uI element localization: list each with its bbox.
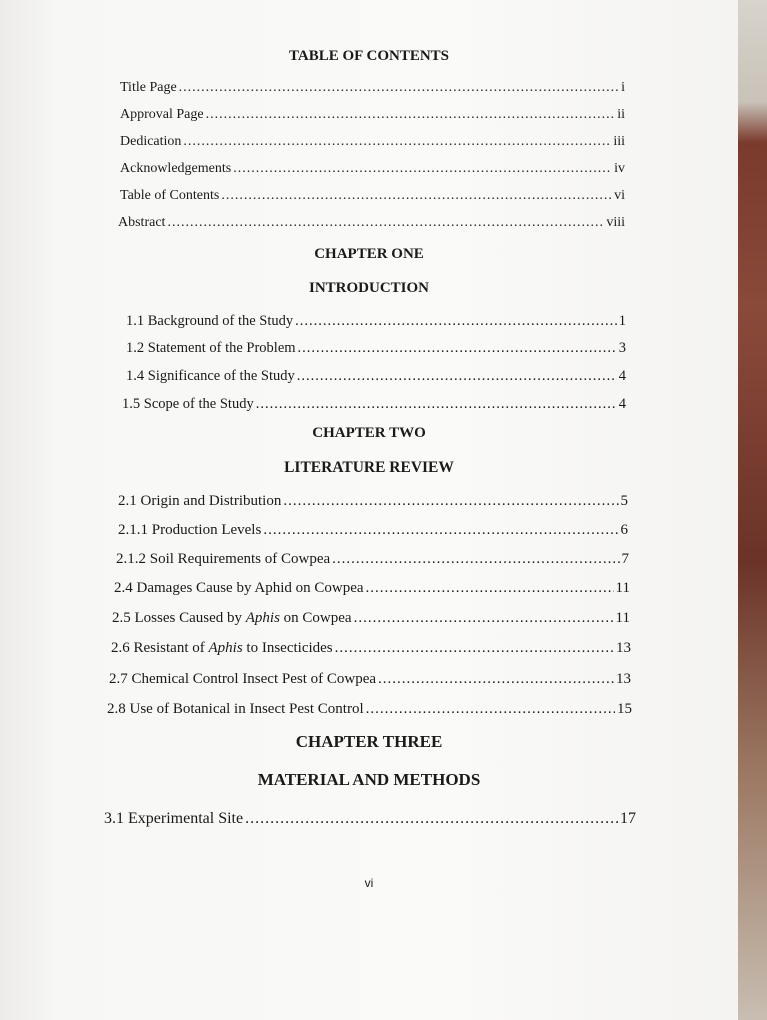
toc-entry-label: 1.1 Background of the Study [126, 313, 294, 329]
toc-entry [112, 610, 630, 627]
dot-leader [221, 188, 612, 204]
dot-leader [366, 701, 615, 718]
dot-leader [366, 580, 614, 597]
dot-leader [206, 107, 616, 123]
toc-entry-page: iv [614, 161, 625, 176]
toc-entry-page: 11 [615, 580, 630, 596]
toc-entry-label: 2.8 Use of Botanical in Insect Pest Control [107, 701, 364, 717]
species-name: Aphis [245, 610, 280, 626]
toc-entry-label: 2.7 Chemical Control Insect Pest of Cowpea [109, 671, 377, 687]
toc-entry [126, 313, 626, 330]
toc-entry-label: 2.5 Losses Caused by Aphis on Cowpea [112, 610, 352, 626]
toc-entry [126, 340, 626, 357]
toc-entry [118, 493, 628, 510]
toc-entry-page: 13 [616, 640, 631, 656]
chapter-three-title: MATERIAL AND METHODS [257, 770, 481, 789]
chapter-one-label: CHAPTER ONE [314, 246, 424, 262]
toc-entry-page: 11 [615, 610, 630, 626]
book-edge [738, 0, 767, 1020]
toc-entry-page: 5 [620, 493, 628, 509]
chapter-two-label: CHAPTER TWO [312, 425, 426, 441]
toc-entry-page: 4 [618, 368, 626, 384]
toc-entry-page: 13 [616, 671, 631, 687]
toc-entry [107, 701, 632, 718]
toc-entry-page: 1 [618, 313, 626, 329]
toc-entry-page: iii [613, 134, 625, 149]
chapter-two-title: LITERATURE REVIEW [284, 459, 454, 476]
toc-entry-label: 1.2 Statement of the Problem [126, 340, 296, 356]
toc-entry-page: ii [617, 107, 625, 122]
toc-entry-table-of-contents [120, 188, 625, 204]
toc-entry-abstract [118, 215, 625, 231]
toc-entry [104, 810, 636, 828]
species-name: Aphis [208, 640, 243, 656]
toc-entry-label: 2.1.2 Soil Requirements of Cowpea [116, 551, 331, 567]
toc-entry [116, 551, 629, 568]
toc-entry-page: 15 [617, 701, 632, 717]
toc-entry-label: 2.4 Damages Cause by Aphid on Cowpea [114, 580, 364, 596]
toc-entry-page: i [621, 80, 625, 95]
toc-entry [118, 522, 628, 539]
dot-leader [354, 610, 614, 627]
dot-leader [167, 215, 604, 231]
toc-entry-label: 2.1.1 Production Levels [118, 522, 262, 538]
toc-entry [126, 368, 626, 385]
toc-entry-page: 4 [618, 396, 626, 412]
dot-leader [295, 313, 617, 330]
chapter-three-label: CHAPTER THREE [295, 732, 443, 751]
toc-entry-label: Approval Page [120, 107, 204, 122]
toc-entry-label: 1.5 Scope of the Study [122, 396, 254, 412]
dot-leader [378, 671, 614, 688]
toc-entry-approval-page [120, 107, 625, 123]
toc-entry-label: 1.4 Significance of the Study [126, 368, 295, 384]
toc-entry-page: vi [614, 188, 625, 203]
toc-entry-page: viii [606, 215, 625, 230]
toc-entry-label: 2.1 Origin and Distribution [118, 493, 282, 509]
toc-entry-page: 17 [620, 810, 636, 827]
dot-leader [183, 134, 611, 150]
dot-leader [233, 161, 612, 177]
toc-entry-label: Table of Contents [120, 188, 220, 203]
dot-leader [298, 340, 617, 357]
toc-entry-page: 6 [620, 522, 628, 538]
dot-leader [332, 551, 619, 568]
dot-leader [256, 396, 617, 413]
toc-entry-page: 7 [621, 551, 629, 567]
toc-entry-label: Dedication [120, 134, 182, 149]
chapter-one-title: INTRODUCTION [308, 280, 429, 296]
toc-entry [111, 640, 631, 657]
toc-entry [122, 396, 626, 413]
toc-entry-label: 2.6 Resistant of Aphis to Insecticides [111, 640, 333, 656]
dot-leader [179, 80, 619, 96]
dot-leader [245, 810, 618, 828]
toc-entry-dedication [120, 134, 625, 150]
toc-entry [114, 580, 630, 597]
toc-entry [109, 671, 631, 688]
toc-entry-label: Title Page [120, 80, 177, 95]
dot-leader [283, 493, 618, 510]
toc-entry-label: Abstract [118, 215, 166, 230]
dot-leader [297, 368, 617, 385]
page-number: vi [364, 876, 374, 890]
toc-entry-title-page [120, 80, 625, 96]
toc-entry-label: Acknowledgements [120, 161, 232, 176]
dot-leader [335, 640, 614, 657]
toc-entry-page: 3 [618, 340, 626, 356]
toc-entry-acknowledgements [120, 161, 625, 177]
toc-heading: TABLE OF CONTENTS [288, 48, 450, 64]
toc-entry-label: 3.1 Experimental Site [104, 810, 244, 827]
dot-leader [263, 522, 618, 539]
